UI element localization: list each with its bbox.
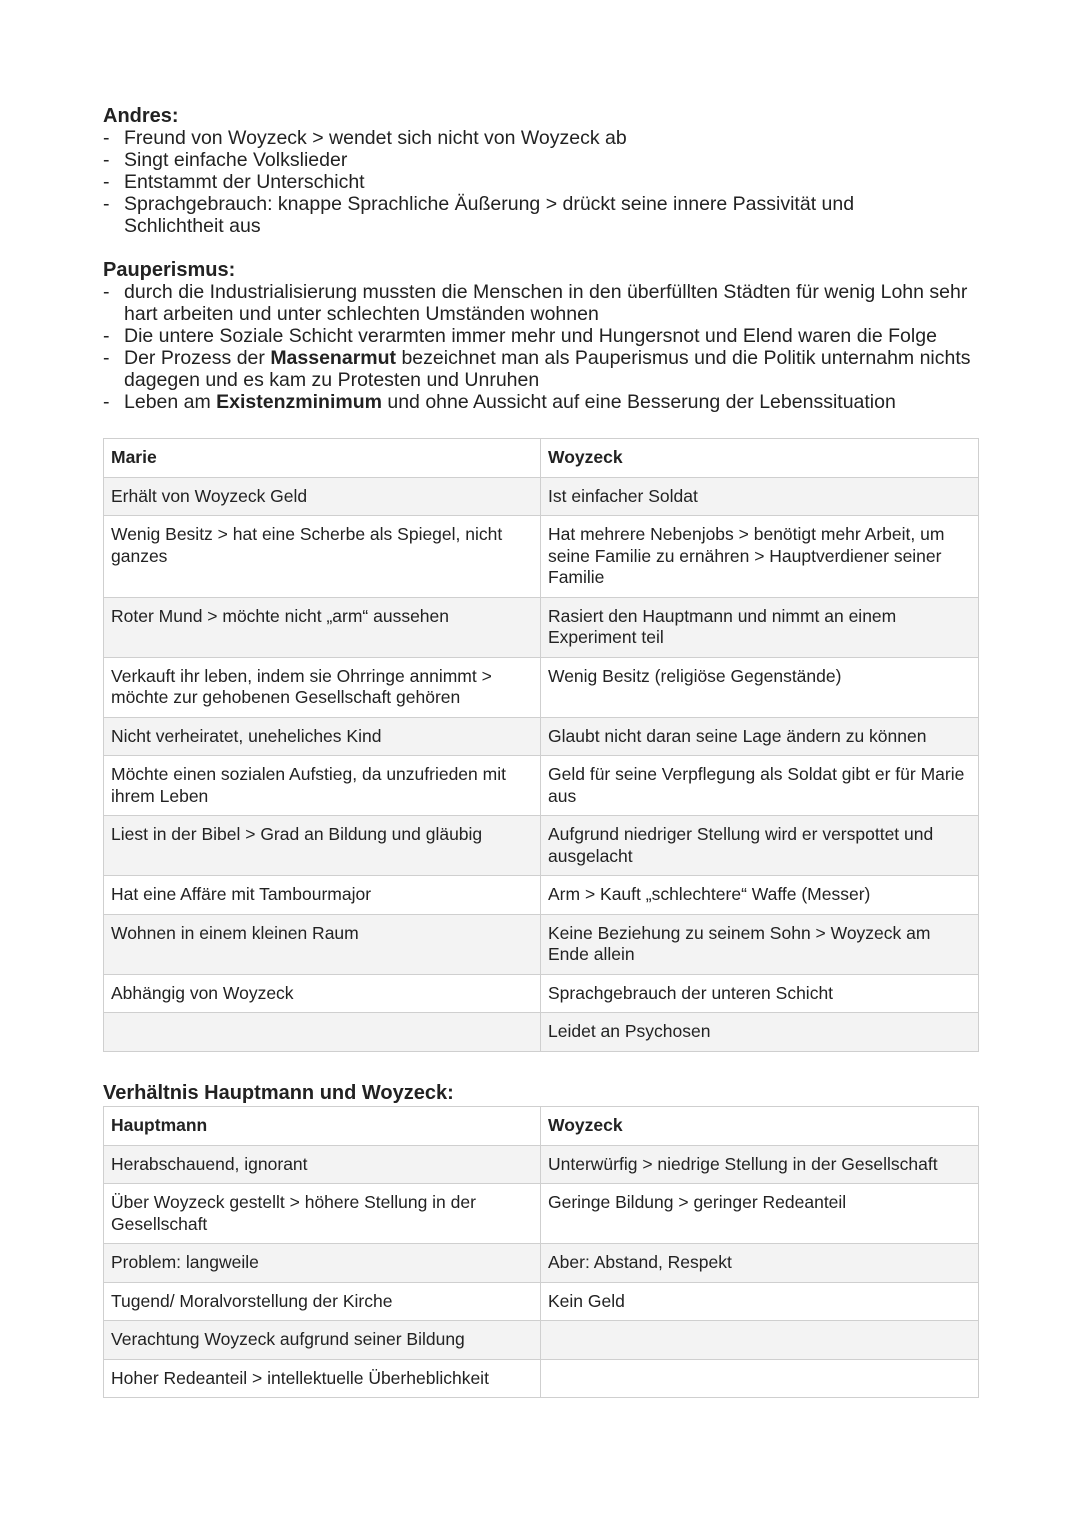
list-item: - Leben am Existenzminimum und ohne Aussicht auf eine Besserung der Lebenssituation xyxy=(103,391,896,413)
table-cell xyxy=(541,1321,979,1360)
table-cell: Problem: langweile xyxy=(104,1244,541,1283)
table-cell: Herabschauend, ignorant xyxy=(104,1145,541,1184)
table-header-row xyxy=(104,1107,979,1146)
table-row xyxy=(104,1282,979,1321)
table-cell: Verachtung Woyzeck aufgrund seiner Bildung xyxy=(104,1321,541,1360)
table-row xyxy=(104,974,979,1013)
list-item: - durch die Industrialisierung mussten die Menschen in den überfüllten Städten für wenig Lohn sehr hart arbeiten und unter schlechten Umständen wohnen xyxy=(103,281,968,325)
table-header-cell: Woyzeck xyxy=(541,439,979,478)
table-row xyxy=(104,1013,979,1052)
table-row xyxy=(104,914,979,974)
andres-bullet-list xyxy=(103,127,983,237)
bullet-dash: - xyxy=(103,347,110,369)
table-row xyxy=(104,657,979,717)
table-row xyxy=(104,1184,979,1244)
table-cell: Aufgrund niedriger Stellung wird er verspottet und ausgelacht xyxy=(541,816,979,876)
hauptmann-woyzeck-table xyxy=(103,1106,979,1398)
bullet-dash: - xyxy=(103,281,110,303)
table-row xyxy=(104,1321,979,1360)
table-header-cell: Marie xyxy=(104,439,541,478)
table-header-row xyxy=(104,439,979,478)
table-cell: Nicht verheiratet, uneheliches Kind xyxy=(104,717,541,756)
table-cell: Arm > Kauft „schlechtere“ Waffe (Messer) xyxy=(541,876,979,915)
table-row xyxy=(104,477,979,516)
table-cell: Glaubt nicht daran seine Lage ändern zu können xyxy=(541,717,979,756)
table-row xyxy=(104,717,979,756)
bullet-dash: - xyxy=(103,193,110,215)
list-item: - Entstammt der Unterschicht xyxy=(103,171,365,193)
table-cell: Tugend/ Moralvorstellung der Kirche xyxy=(104,1282,541,1321)
bullet-dash: - xyxy=(103,127,110,149)
table-cell xyxy=(541,1359,979,1398)
table-cell: Hat mehrere Nebenjobs > benötigt mehr Arbeit, um seine Familie zu ernähren > Hauptverdiener seiner Familie xyxy=(541,516,979,598)
list-item: - Die untere Soziale Schicht verarmten immer mehr und Hungersnot und Elend waren die Folge xyxy=(103,325,937,347)
table-cell: Leidet an Psychosen xyxy=(541,1013,979,1052)
table-cell: Geld für seine Verpflegung als Soldat gibt er für Marie aus xyxy=(541,756,979,816)
list-item: - Singt einfache Volkslieder xyxy=(103,149,348,171)
table-cell: Wohnen in einem kleinen Raum xyxy=(104,914,541,974)
table-cell: Unterwürfig > niedrige Stellung in der Gesellschaft xyxy=(541,1145,979,1184)
table-row xyxy=(104,876,979,915)
list-item: - Freund von Woyzeck > wendet sich nicht von Woyzeck ab xyxy=(103,127,627,149)
table-cell: Über Woyzeck gestellt > höhere Stellung in der Gesellschaft xyxy=(104,1184,541,1244)
andres-heading: Andres: xyxy=(103,105,179,127)
table-cell: Hoher Redeanteil > intellektuelle Überheblichkeit xyxy=(104,1359,541,1398)
table-row xyxy=(104,1359,979,1398)
table-cell: Sprachgebrauch der unteren Schicht xyxy=(541,974,979,1013)
table-cell: Wenig Besitz > hat eine Scherbe als Spiegel, nicht ganzes xyxy=(104,516,541,598)
table-cell: Liest in der Bibel > Grad an Bildung und gläubig xyxy=(104,816,541,876)
table-row xyxy=(104,1244,979,1283)
table-row xyxy=(104,1145,979,1184)
table-cell: Kein Geld xyxy=(541,1282,979,1321)
bullet-dash: - xyxy=(103,171,110,193)
table-cell: Roter Mund > möchte nicht „arm“ aussehen xyxy=(104,597,541,657)
list-item: - Der Prozess der Massenarmut bezeichnet man als Pauperismus und die Politik unternahm nichts dagegen und es kam zu Protesten und Unruhen xyxy=(103,347,971,391)
table-row xyxy=(104,816,979,876)
table-cell: Keine Beziehung zu seinem Sohn > Woyzeck am Ende allein xyxy=(541,914,979,974)
table-cell: Abhängig von Woyzeck xyxy=(104,974,541,1013)
table-row xyxy=(104,597,979,657)
table-cell: Aber: Abstand, Respekt xyxy=(541,1244,979,1283)
bullet-dash: - xyxy=(103,325,110,347)
table-cell: Rasiert den Hauptmann und nimmt an einem Experiment teil xyxy=(541,597,979,657)
bullet-dash: - xyxy=(103,391,110,413)
marie-woyzeck-table xyxy=(103,438,979,1052)
pauperismus-bullet-list xyxy=(103,281,983,413)
verhaeltnis-heading: Verhältnis Hauptmann und Woyzeck: xyxy=(103,1082,454,1104)
table-cell: Ist einfacher Soldat xyxy=(541,477,979,516)
bullet-dash: - xyxy=(103,149,110,171)
table-cell: Erhält von Woyzeck Geld xyxy=(104,477,541,516)
list-item: - Sprachgebrauch: knappe Sprachliche Äußerung > drückt seine innere Passivität und Schlichtheit aus xyxy=(103,193,855,237)
table-cell: Möchte einen sozialen Aufstieg, da unzufrieden mit ihrem Leben xyxy=(104,756,541,816)
bold-term: Massenarmut xyxy=(270,347,397,369)
andres-section xyxy=(103,105,983,237)
pauperismus-section xyxy=(103,259,983,413)
table-header-cell: Woyzeck xyxy=(541,1107,979,1146)
table-cell: Wenig Besitz (religiöse Gegenstände) xyxy=(541,657,979,717)
bold-term: Existenzminimum xyxy=(216,391,382,413)
table-cell: Geringe Bildung > geringer Redeanteil xyxy=(541,1184,979,1244)
table-cell: Hat eine Affäre mit Tambourmajor xyxy=(104,876,541,915)
table-header-cell: Hauptmann xyxy=(104,1107,541,1146)
verhaeltnis-section xyxy=(103,1082,983,1104)
table-row xyxy=(104,756,979,816)
table-row xyxy=(104,516,979,598)
table-cell: Verkauft ihr leben, indem sie Ohrringe annimmt > möchte zur gehobenen Gesellschaft gehören xyxy=(104,657,541,717)
pauperismus-heading: Pauperismus: xyxy=(103,259,236,281)
table-cell xyxy=(104,1013,541,1052)
